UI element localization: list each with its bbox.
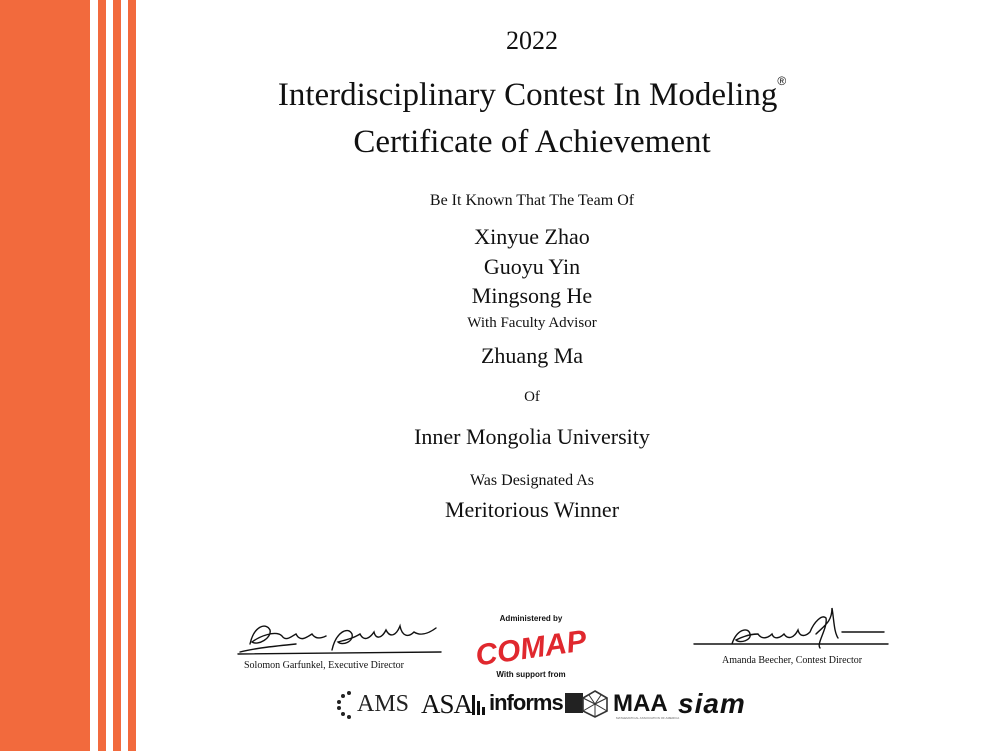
asa-logo-text: ASA bbox=[421, 688, 473, 719]
advisor-name: Zhuang Ma bbox=[480, 343, 584, 368]
support-label: With support from bbox=[496, 670, 566, 679]
left-border-stripe bbox=[128, 0, 136, 751]
designated-label: Was Designated As bbox=[469, 472, 595, 489]
contest-name-text: Interdisciplinary Contest In Modeling bbox=[277, 77, 778, 113]
administered-label: Administered by bbox=[499, 614, 563, 623]
asa-bars-icon bbox=[472, 689, 486, 719]
informs-logo bbox=[489, 690, 583, 716]
comap-logo bbox=[473, 624, 589, 673]
award-title: Meritorious Winner bbox=[444, 497, 620, 522]
ams-arc-icon bbox=[335, 689, 355, 719]
siam-logo-text: siam bbox=[678, 688, 746, 719]
contest-name bbox=[200, 74, 864, 114]
executive-director-name: Solomon Garfunkel, Executive Director bbox=[244, 660, 404, 671]
certificate-year: 2022 bbox=[506, 26, 558, 55]
advisor-label: With Faculty Advisor bbox=[467, 315, 597, 331]
registered-mark: ® bbox=[777, 74, 787, 88]
team-member: Mingsong He bbox=[471, 283, 593, 308]
informs-logo-text: informs bbox=[489, 690, 563, 715]
team-member: Xinyue Zhao bbox=[474, 224, 590, 249]
ams-logo-text: AMS bbox=[357, 690, 410, 717]
comap-logo-text: COMAP bbox=[473, 624, 589, 673]
maa-logo-text: MAA bbox=[613, 690, 668, 717]
left-border-band bbox=[0, 0, 90, 751]
maa-polyhedron-icon bbox=[580, 689, 610, 719]
administration-block bbox=[473, 614, 589, 679]
university-name: Inner Mongolia University bbox=[414, 424, 650, 449]
team-intro-label: Be It Known That The Team Of bbox=[429, 192, 635, 209]
of-label: Of bbox=[524, 389, 540, 405]
asa-logo bbox=[421, 686, 486, 722]
handwritten-signature bbox=[692, 604, 892, 656]
left-border-stripe bbox=[98, 0, 106, 751]
team-member: Guoyu Yin bbox=[483, 254, 581, 279]
certificate-title: Certificate of Achievement bbox=[353, 124, 711, 160]
sponsor-logos bbox=[335, 686, 760, 726]
handwritten-signature bbox=[236, 612, 446, 658]
executive-director-signature bbox=[236, 612, 446, 672]
siam-logo bbox=[678, 686, 746, 722]
contest-director-signature bbox=[692, 604, 892, 672]
contest-director-name: Amanda Beecher, Contest Director bbox=[722, 655, 863, 666]
maa-logo bbox=[580, 686, 680, 722]
ams-logo bbox=[335, 686, 409, 722]
left-border-stripe bbox=[113, 0, 121, 751]
maa-logo-subtitle: MATHEMATICAL ASSOCIATION OF AMERICA bbox=[616, 716, 680, 720]
